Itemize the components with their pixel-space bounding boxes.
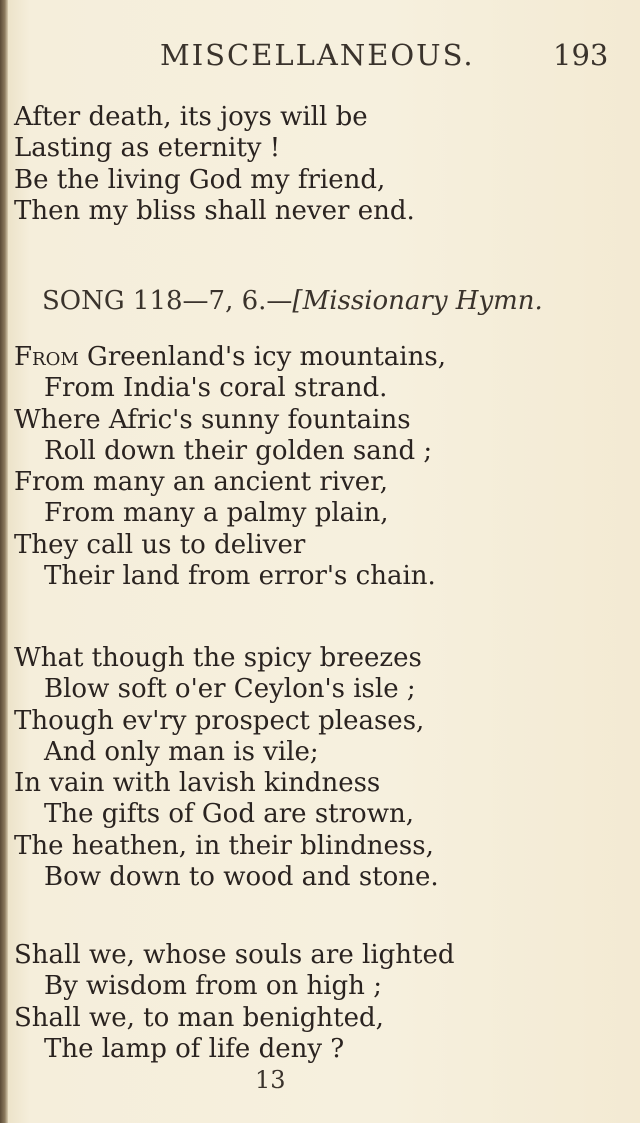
- song-number: SONG 118—7, 6.—: [42, 286, 293, 316]
- verse-line: After death, its joys will be: [14, 102, 368, 132]
- verse-line-rest: Greenland's icy mountains,: [78, 342, 446, 372]
- verse-line: [14, 342, 446, 373]
- verse-line: Lasting as eternity !: [14, 133, 281, 164]
- drop-word: From: [14, 342, 79, 372]
- verse-line: From many a palmy plain,: [44, 498, 389, 529]
- stanza-continued: [14, 102, 415, 227]
- running-header-title: MISCELLANEOUS.: [160, 38, 475, 72]
- verse-line: Be the living God my friend,: [14, 164, 386, 195]
- verse-line: Shall we, whose souls are lighted: [14, 940, 455, 970]
- verse-line: What though the spicy breezes: [14, 643, 422, 673]
- verse-line: By wisdom from on high ;: [44, 971, 382, 1002]
- verse-line: And only man is vile;: [44, 736, 319, 767]
- page-number: 193: [553, 38, 609, 72]
- stanza-2: [14, 643, 439, 893]
- book-spine-edge: [0, 0, 8, 1123]
- verse-line: The lamp of life deny ?: [44, 1033, 345, 1064]
- song-title: [Missionary Hymn.: [292, 286, 543, 316]
- verse-line: Though ev'ry prospect pleases,: [14, 705, 425, 736]
- verse-line: Their land from error's chain.: [44, 561, 436, 592]
- verse-line: Roll down their golden sand ;: [44, 435, 433, 466]
- verse-line: From many an ancient river,: [14, 467, 389, 498]
- verse-line: Then my bliss shall never end.: [14, 195, 415, 226]
- verse-line: Where Afric's sunny fountains: [14, 404, 411, 435]
- verse-line: In vain with lavish kindness: [14, 768, 381, 799]
- stanza-1: [14, 342, 446, 592]
- verse-line: From India's coral strand.: [44, 373, 388, 404]
- verse-line: Blow soft o'er Ceylon's isle ;: [44, 674, 416, 705]
- verse-line: Bow down to wood and stone.: [44, 862, 439, 893]
- song-heading: [42, 286, 543, 316]
- verse-line: The heathen, in their blindness,: [14, 830, 434, 861]
- verse-line: The gifts of God are strown,: [44, 799, 414, 830]
- signature-mark: 13: [255, 1066, 286, 1094]
- verse-line: Shall we, to man benighted,: [14, 1002, 384, 1033]
- stanza-3: [14, 940, 455, 1065]
- verse-line: They call us to deliver: [14, 529, 306, 560]
